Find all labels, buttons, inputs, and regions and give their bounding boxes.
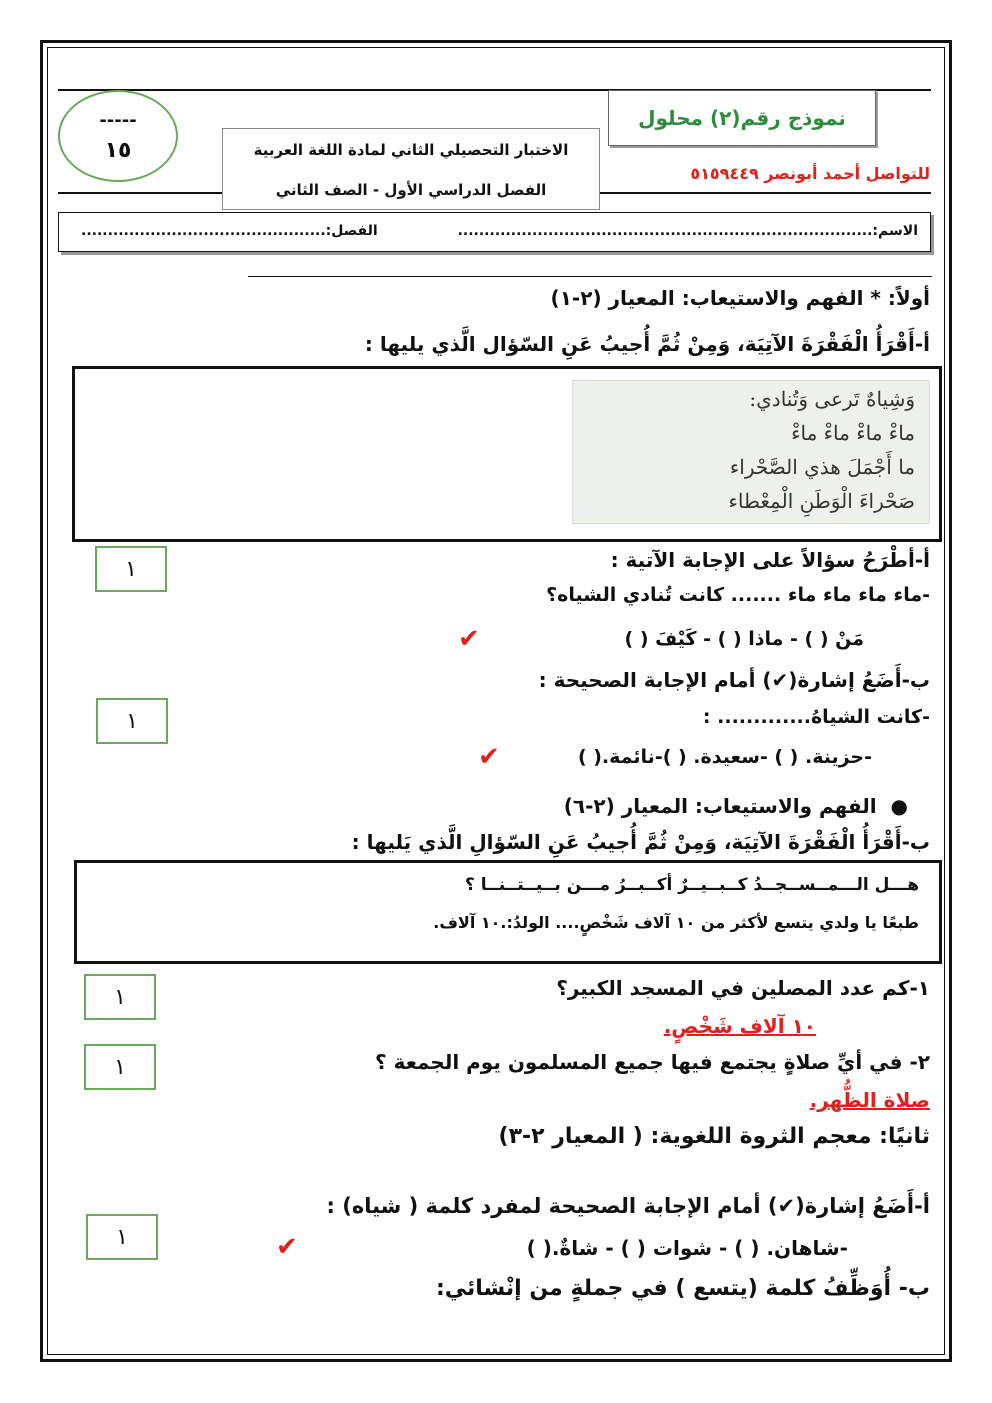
q2-answer: صلاة الظُّهر. (809, 1088, 930, 1112)
section1-instruction: أ-أَقْرَأُ الْفَقْرَةَ الآتِيَة، وَمِنْ ثُمَّ أُجيبُ عَنِ السّؤال الَّذي يليها : (364, 332, 930, 356)
class-field[interactable]: الفصل:.............................................. (81, 223, 378, 239)
score-total: ١٥ (104, 138, 132, 163)
name-field[interactable]: الاسم:.............................................................................. (457, 223, 918, 239)
mark-box-q2 (84, 1044, 156, 1090)
section1-heading: أولاً: * الفهم والاستيعاب: المعيار (٢-١) (550, 286, 930, 310)
mark-box-qb (96, 698, 168, 744)
poem-line-4: صَحْراءَ الْوَطَنِ الْمِعْطاء (728, 489, 915, 513)
section2-qb: ب- أُوَظِّفُ كلمة (يتسع ) في جملةٍ من إنْشائي: (435, 1276, 930, 1301)
poem-image (572, 380, 930, 524)
mark-box-q1 (84, 974, 156, 1020)
mark-value: ١ (114, 984, 126, 1010)
mark-value: ١ (114, 1054, 126, 1080)
q2-text: ٢- في أيِّ صلاةٍ يجتمع فيها جميع المسلمون يوم الجمعة ؟ (375, 1050, 930, 1074)
poem-line-2: ماءْ ماءْ ماءْ ماءْ (791, 421, 915, 445)
passage-line-1: هـــل الـــمــســجــدُ كــبــيــرٌ أكــبــرُ مـــن بــيــتــنــا ؟ (464, 875, 919, 895)
section1b-heading-text: الفهم والاستيعاب: المعيار (٢-٦) (563, 794, 877, 818)
passage-line-2: طبعًا يا ولدي يتسع لأكثر من ١٠ آلاف شَخْصٍ.... الولدُ:.١٠ آلاف. (433, 913, 919, 932)
mark-box-s2 (86, 1214, 158, 1260)
qb-title: ب-أَضَعُ إشارة(✔) أمام الإجابة الصحيحة : (538, 668, 930, 692)
qa-options: مَنْ ( ) - ماذا ( ) - كَيْفَ ( ) (624, 628, 864, 650)
qa-sentence: -ماء ماء ماء ماء ....... كانت تُنادي الشياه؟ (546, 584, 930, 606)
contact-line: للتواصل أحمد أبونصر ٥١٥٩٤٤٩ (690, 164, 930, 183)
score-circle (58, 90, 178, 182)
section1b-instruction: ب-أَقْرَأُ الْفَقْرَةَ الآتِيَة، وَمِنْ ثُمَّ أُجيبُ عَنِ السّؤالِ الَّذي يَليها : (351, 830, 930, 854)
model-label-box (608, 90, 876, 146)
section2-check-mark: ✔ (276, 1232, 298, 1262)
qb-sentence: -كانت الشياهُ............. : (702, 706, 930, 728)
section2-heading: ثانيًا: معجم الثروة اللغوية: ( المعيار ٢-٣) (498, 1124, 930, 1149)
qa-title: أ-أطْرَحُ سؤالاً على الإجابة الآتية : (610, 548, 930, 572)
exam-title-box (222, 128, 600, 210)
q1-answer: ١٠ آلاف شَخْصٍ. (663, 1014, 816, 1038)
mark-value: ١ (125, 556, 137, 582)
qb-options: -حزينة. ( ) -سعيدة. ( )-نائمة.( ) (577, 746, 872, 768)
section-divider (248, 276, 932, 277)
q1-text: ١-كم عدد المصلين في المسجد الكبير؟ (556, 976, 930, 1000)
semester-grade: الفصل الدراسي الأول - الصف الثاني (275, 181, 547, 199)
section2-qa: أ-أَضَعُ إشارة(✔) أمام الإجابة الصحيحة لمفرد كلمة ( شياه) : (326, 1194, 930, 1218)
mark-value: ١ (126, 708, 138, 734)
exam-title: الاختبار التحصيلي الثاني لمادة اللغة العربية (253, 141, 569, 159)
poem-line-3: ما أَجْمَلَ هذي الصَّحْراء (729, 455, 915, 479)
poem-line-1: وَشِياهٌ تَرعى وَتُنادي: (749, 387, 915, 411)
mark-box-qa (95, 546, 167, 592)
mosque-passage-box (74, 860, 942, 964)
mark-value: ١ (116, 1224, 128, 1250)
qa-check-mark: ✔ (458, 624, 480, 654)
section1b-heading (564, 794, 908, 818)
bullet-icon: ● (876, 794, 908, 818)
score-dashes: ----- (99, 110, 137, 131)
section2-qa-options: -شاهان. ( ) - شوات ( ) - شاةٌ.( ) (526, 1236, 848, 1260)
model-label: نموذج رقم(٢) محلول (638, 106, 846, 130)
qb-check-mark: ✔ (478, 742, 500, 772)
student-info-box (58, 212, 931, 252)
